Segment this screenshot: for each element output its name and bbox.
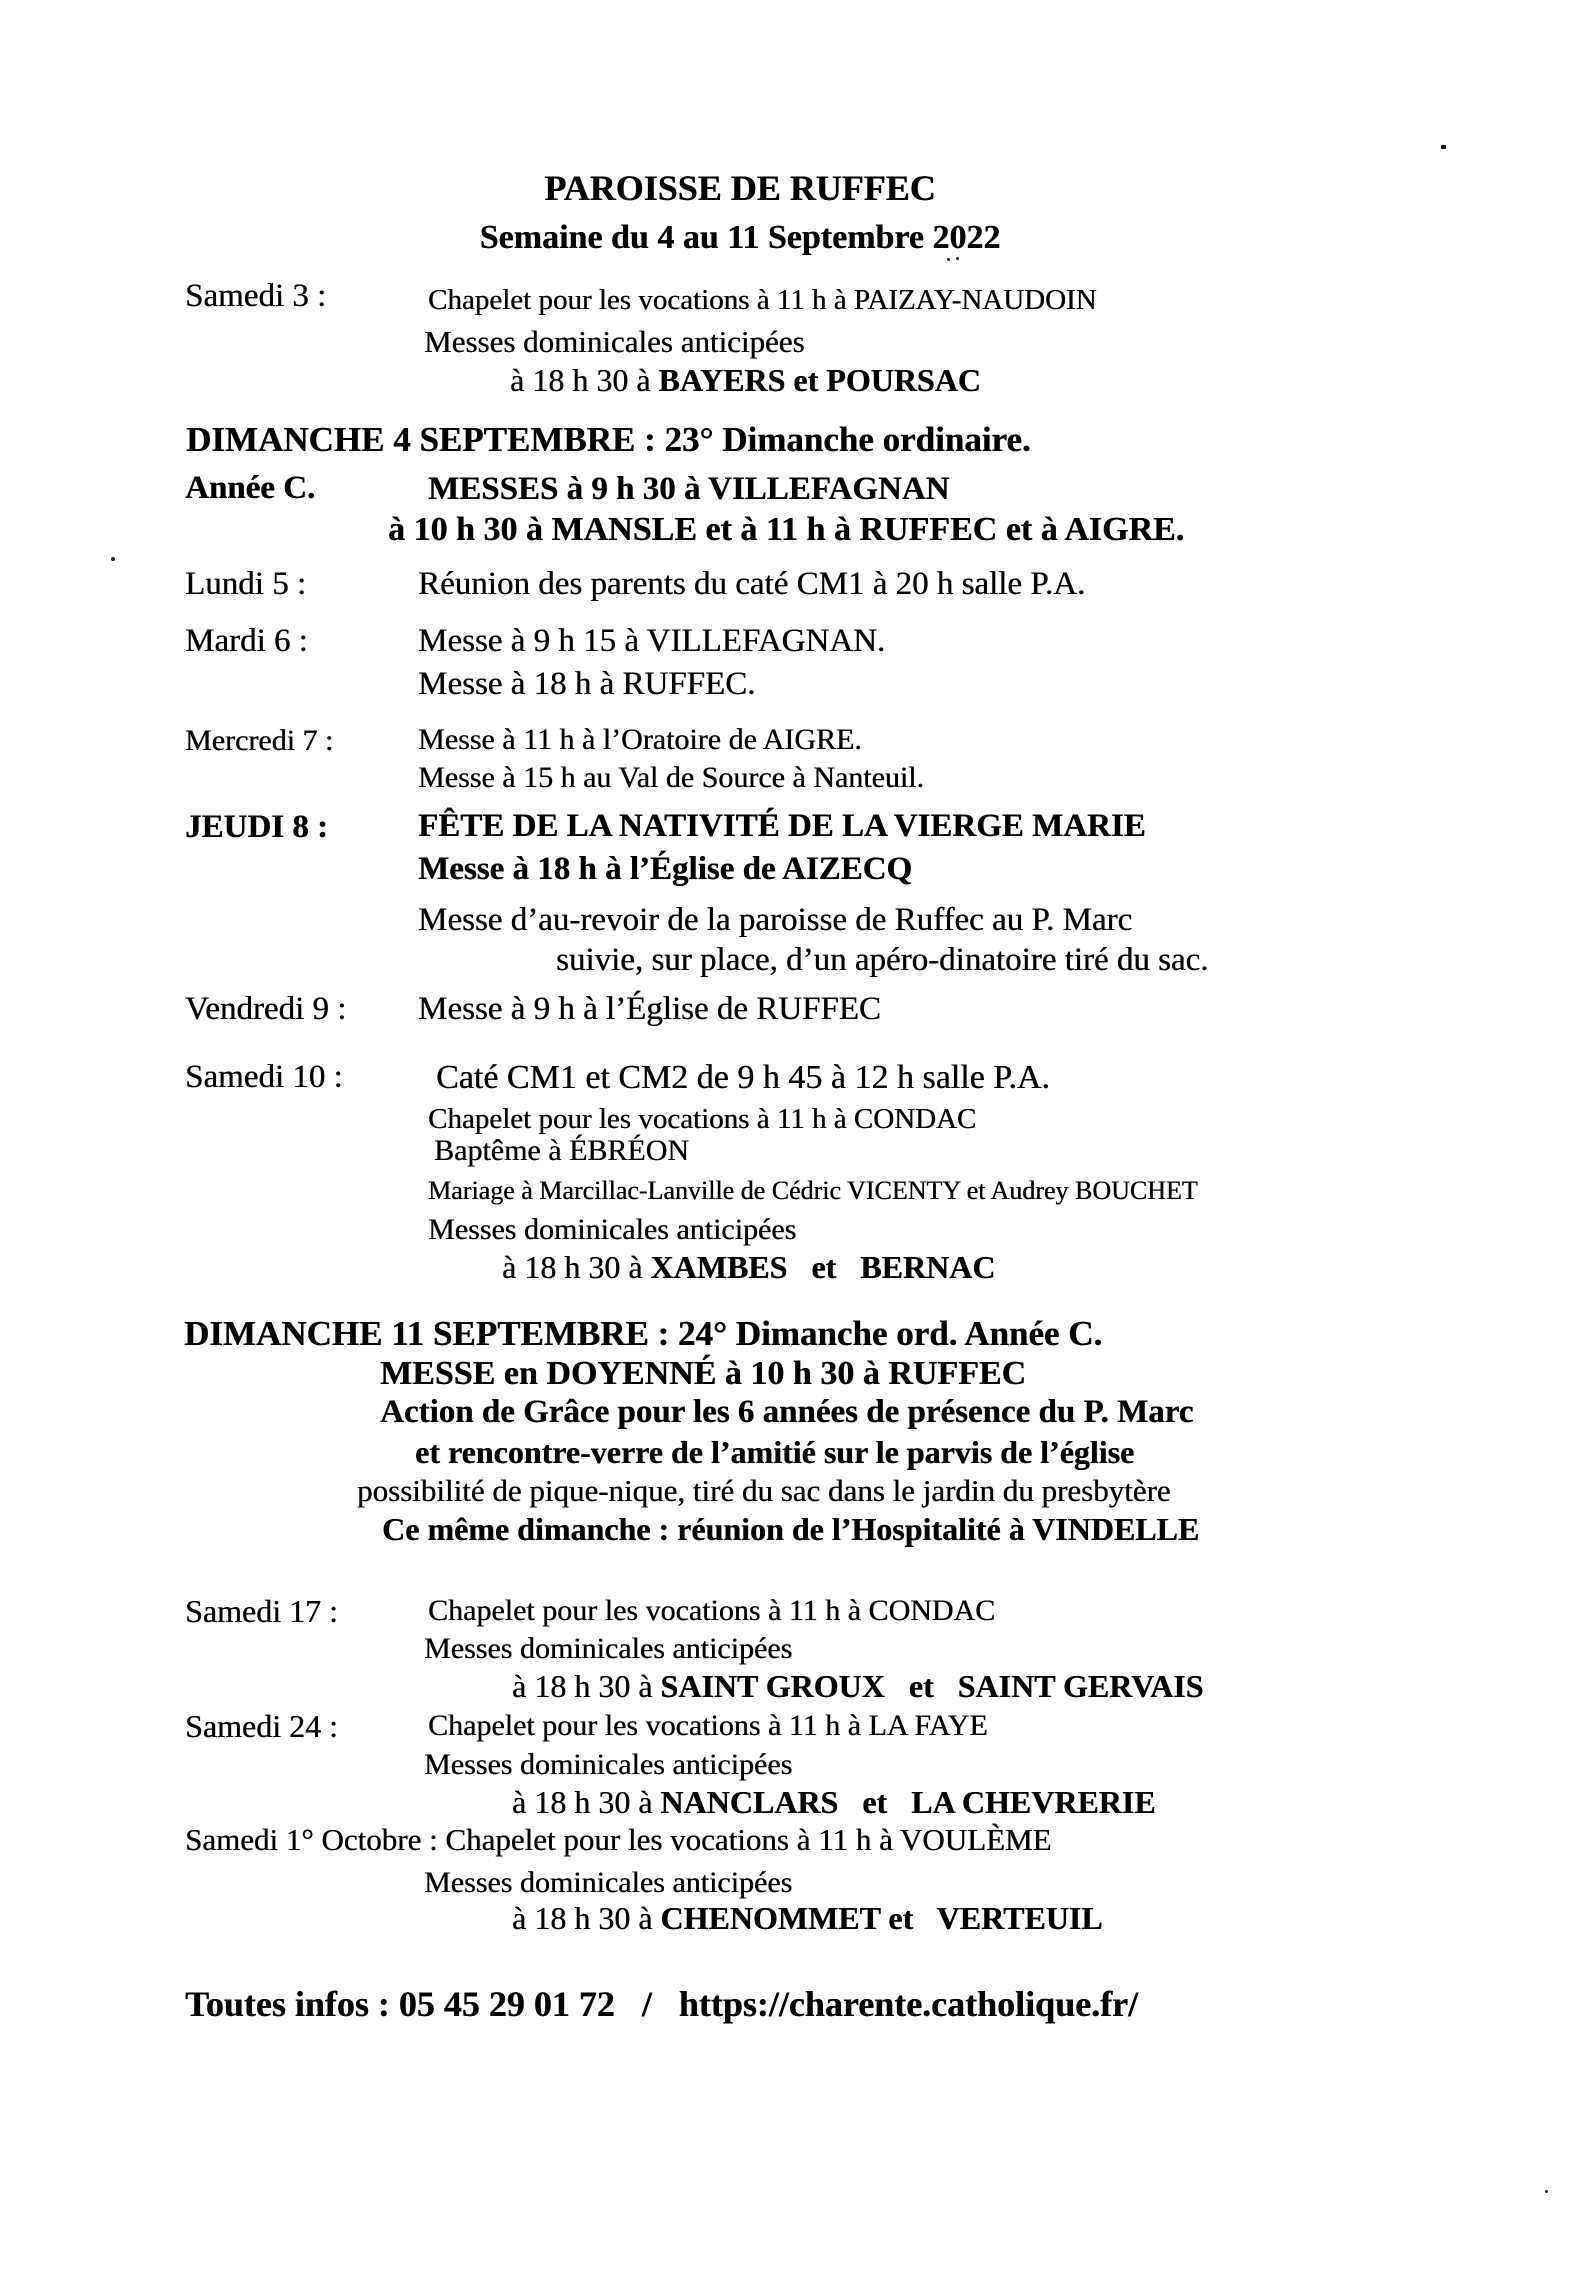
scan-speck	[1441, 145, 1446, 149]
entry-jeudi-8-aurevoir: Messe d’au-revoir de la paroisse de Ruffec au P. Marc	[418, 902, 1133, 938]
scan-speck	[947, 258, 950, 261]
entry-label-samedi-24: Samedi 24 :	[185, 1708, 338, 1744]
entry-jeudi-8-fete: FÊTE DE LA NATIVITÉ DE LA VIERGE MARIE	[418, 808, 1146, 844]
entry-samedi-1-octobre: Samedi 1° Octobre : Chapelet pour les vocations à 11 h à VOULÈME	[185, 1822, 1052, 1857]
scan-speck	[1545, 2190, 1548, 2193]
entry-samedi-17-messes: Messes dominicales anticipées	[424, 1632, 793, 1665]
entry-mercredi-7-line1: Messe à 11 h à l’Oratoire de AIGRE.	[418, 723, 862, 756]
entry-samedi-10-horaire	[502, 1249, 995, 1286]
entry-label-lundi-5: Lundi 5 :	[185, 566, 306, 602]
places: SAINT GROUX et SAINT GERVAIS	[660, 1668, 1204, 1704]
entry-octobre-messes: Messes dominicales anticipées	[424, 1866, 793, 1899]
page-subtitle: Semaine du 4 au 11 Septembre 2022	[479, 219, 1001, 256]
entry-samedi-10-bapteme: Baptême à ÉBRÉON	[434, 1134, 689, 1167]
entry-dimanche-11-action: Action de Grâce pour les 6 années de présence du P. Marc	[380, 1394, 1194, 1430]
entry-samedi-17-horaire	[512, 1668, 1203, 1705]
places: CHENOMMET et VERTEUIL	[660, 1900, 1103, 1936]
entry-label-mardi-6: Mardi 6 :	[185, 623, 308, 659]
entry-samedi-17-chapelet: Chapelet pour les vocations à 11 h à CONDAC	[428, 1594, 996, 1627]
entry-samedi-10-chapelet: Chapelet pour les vocations à 11 h à CONDAC	[428, 1103, 977, 1135]
entry-samedi-24-horaire	[512, 1784, 1156, 1821]
entry-dimanche-11-piquenique: possibilité de pique-nique, tiré du sac dans le jardin du presbytère	[357, 1473, 1171, 1508]
time-prefix: à 18 h 30 à	[512, 1784, 661, 1820]
entry-label-jeudi-8: JEUDI 8 :	[185, 809, 329, 845]
entry-lundi-5-line1: Réunion des parents du caté CM1 à 20 h salle P.A.	[418, 566, 1086, 602]
entry-vendredi-9-line1: Messe à 9 h à l’Église de RUFFEC	[418, 991, 881, 1027]
time-prefix: à 18 h 30 à	[512, 1668, 661, 1704]
page-title: PAROISSE DE RUFFEC	[544, 168, 936, 208]
scan-speck	[111, 557, 115, 561]
footer-info-line: Toutes infos : 05 45 29 01 72 / https://charente.catholique.fr/	[185, 1984, 1139, 2024]
entry-mercredi-7-line2: Messe à 15 h au Val de Source à Nanteuil.	[418, 761, 924, 794]
entry-octobre-horaire	[512, 1900, 1103, 1937]
scan-speck	[956, 257, 959, 260]
entry-label-mercredi-7: Mercredi 7 :	[185, 724, 334, 757]
time-prefix: à 18 h 30 à	[502, 1249, 651, 1285]
entry-label-samedi-10: Samedi 10 :	[185, 1059, 343, 1095]
places: XAMBES et BERNAC	[650, 1249, 996, 1285]
entry-label-annee-c: Année C.	[185, 470, 316, 506]
entry-samedi-10-mariage: Mariage à Marcillac-Lanville de Cédric VICENTY et Audrey BOUCHET	[428, 1176, 1198, 1205]
entry-samedi-10-messes: Messes dominicales anticipées	[428, 1213, 797, 1246]
section-header-dimanche-4: DIMANCHE 4 SEPTEMBRE : 23° Dimanche ordinaire.	[186, 420, 1031, 459]
entry-samedi-3-chapelet: Chapelet pour les vocations à 11 h à PAIZAY-NAUDOIN	[428, 284, 1097, 316]
entry-label-samedi-17: Samedi 17 :	[185, 1593, 338, 1629]
section-header-dimanche-11: DIMANCHE 11 SEPTEMBRE : 24° Dimanche ord. Année C.	[184, 1314, 1103, 1353]
entry-label-samedi-3: Samedi 3 :	[185, 278, 327, 314]
time-prefix: à 18 h 30 à	[512, 1900, 661, 1936]
entry-jeudi-8-apero: suivie, sur place, d’un apéro-dinatoire tiré du sac.	[556, 942, 1209, 978]
time-prefix: à 18 h 30 à	[510, 362, 659, 398]
entry-jeudi-8-messe: Messe à 18 h à l’Église de AIZECQ	[418, 851, 913, 887]
entry-mardi-6-line1: Messe à 9 h 15 à VILLEFAGNAN.	[418, 623, 886, 659]
places: BAYERS et POURSAC	[658, 362, 981, 398]
entry-samedi-24-messes: Messes dominicales anticipées	[424, 1748, 793, 1781]
entry-dimanche-11-rencontre: et rencontre-verre de l’amitié sur le parvis de l’église	[415, 1434, 1135, 1470]
entry-samedi-3-messes: Messes dominicales anticipées	[424, 324, 805, 359]
entry-samedi-3-horaire	[510, 362, 981, 399]
places: NANCLARS et LA CHEVRERIE	[660, 1784, 1156, 1820]
entry-label-vendredi-9: Vendredi 9 :	[185, 991, 347, 1027]
entry-mardi-6-line2: Messe à 18 h à RUFFEC.	[418, 666, 756, 702]
entry-dimanche-11-hospitalite: Ce même dimanche : réunion de l’Hospitalité à VINDELLE	[382, 1511, 1200, 1547]
entry-samedi-24-chapelet: Chapelet pour les vocations à 11 h à LA FAYE	[428, 1709, 988, 1742]
entry-samedi-10-cate: Caté CM1 et CM2 de 9 h 45 à 12 h salle P.A.	[436, 1059, 1050, 1096]
entry-dimanche-4-horaires: à 10 h 30 à MANSLE et à 11 h à RUFFEC et à AIGRE.	[388, 511, 1185, 548]
entry-dimanche-11-messe: MESSE en DOYENNÉ à 10 h 30 à RUFFEC	[380, 1355, 1027, 1392]
entry-dimanche-4-messes: MESSES à 9 h 30 à VILLEFAGNAN	[428, 471, 950, 507]
